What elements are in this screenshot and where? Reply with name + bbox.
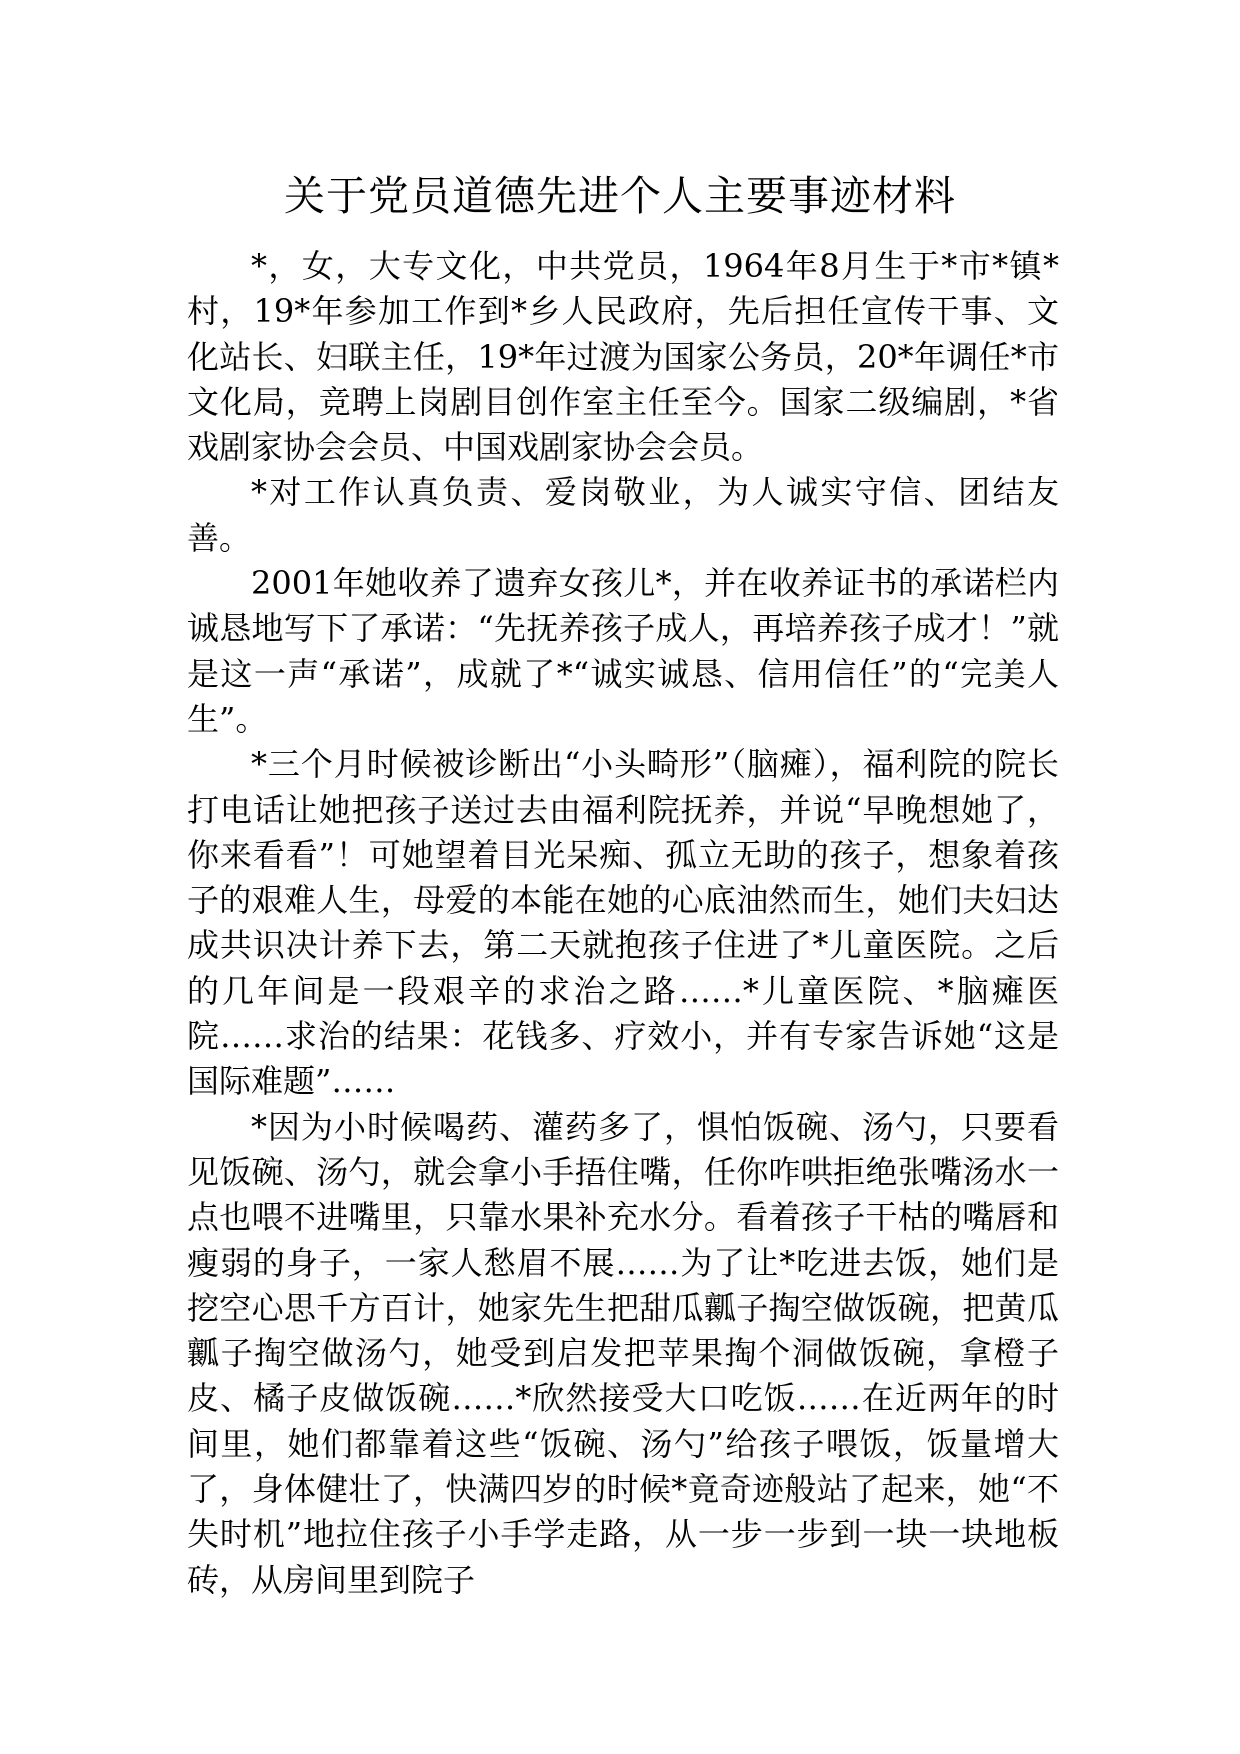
- paragraph-feeding-recovery: *因为小时候喝药、灌药多了，惧怕饭碗、汤勺，只要看见饭碗、汤勺，就会拿小手捂住嘴，任你咋哄拒绝张嘴汤水一点也喂不进嘴里，只靠水果补充水分。看着孩子干枯的嘴唇和瘦弱的身子，一家人愁眉不展……为了让*吃进去饭，她们是挖空心思千方百计，她家先生把甜瓜瓤子掏空做饭碗，把黄瓜瓤子掏空做汤勺，她受到启发把苹果掏个洞做饭碗，拿橙子皮、橘子皮做饭碗……*欣然接受大口吃饭……在近两年的时间里，她们都靠着这些“饭碗、汤勺”给孩子喂饭，饭量增大了，身体健壮了，快满四岁的时候*竟奇迹般站了起来，她“不失时机”地拉住孩子小手学走路，从一步一步到一块一块地板砖，从房间里到院子: [187, 1107, 1059, 1599]
- paragraph-biography: *，女，大专文化，中共党员，1964年8月生于*市*镇*村，19*年参加工作到*乡人民政府，先后担任宣传干事、文化站长、妇联主任，19*年过渡为国家公务员，20*年调任*市文化局，竞聘上岗剧目创作室主任至今。国家二级编剧，*省戏剧家协会会员、中国戏剧家协会会员。: [187, 247, 1059, 467]
- document-title: 关于党员道德先进个人主要事迹材料: [284, 172, 956, 220]
- paragraph-diagnosis-treatment: *三个月时候被诊断出“小头畸形”（脑瘫），福利院的院长打电话让她把孩子送过去由福利院抚养，并说“早晚想她了，你来看看”！可她望着目光呆痴、孤立无助的孩子，想象着孩子的艰难人生，母爱的本能在她的心底油然而生，她们夫妇达成共识决计养下去，第二天就抱孩子住进了*儿童医院。之后的几年间是一段艰辛的求治之路……*儿童医院、*脑瘫医院……求治的结果：花钱多、疗效小，并有专家告诉她“这是国际难题”……: [187, 745, 1059, 1101]
- paragraph-work-attitude: *对工作认真负责、爱岗敬业，为人诚实守信、团结友善。: [187, 473, 1059, 557]
- paragraph-adoption-promise: 2001年她收养了遗弃女孩儿*，并在收养证书的承诺栏内诚恳地写下了承诺：“先抚养孩子成人，再培养孩子成才！”就是这一声“承诺”，成就了*“诚实诚恳、信用信任”的“完美人生”。: [187, 564, 1059, 738]
- document-body: [187, 244, 1059, 1603]
